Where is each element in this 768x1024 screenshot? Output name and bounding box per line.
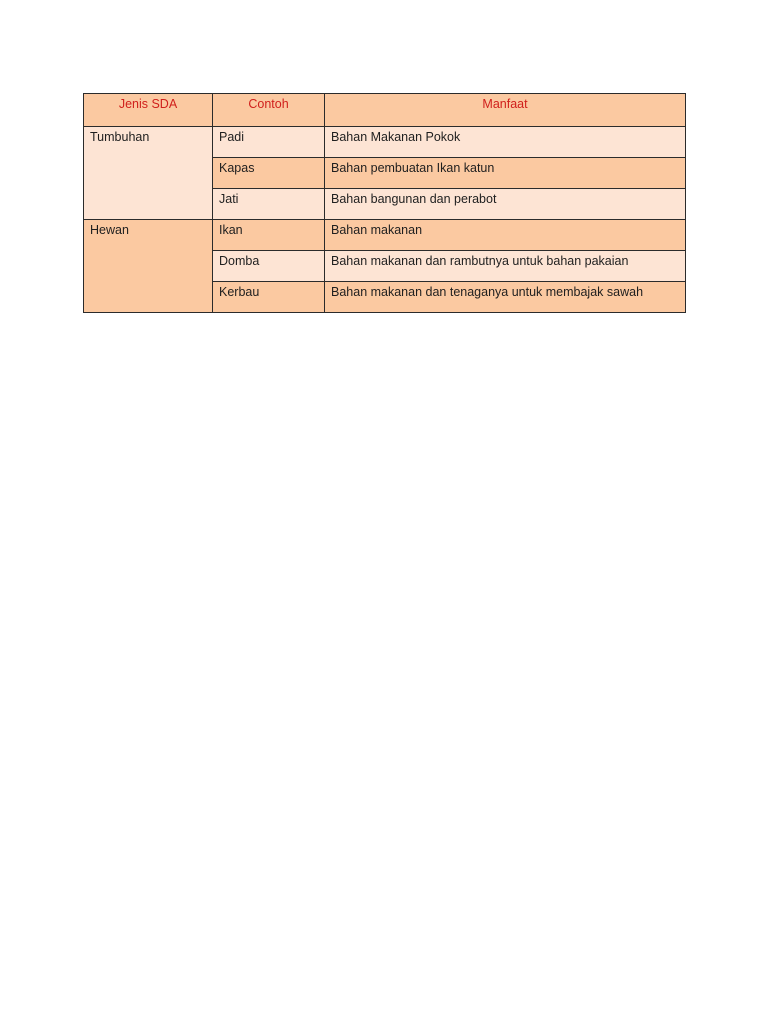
- benefit-cell: Bahan makanan dan rambutnya untuk bahan pakaian: [325, 251, 686, 282]
- benefit-cell: Bahan makanan dan tenaganya untuk membajak sawah: [325, 282, 686, 313]
- header-contoh: Contoh: [213, 94, 325, 127]
- benefit-cell: Bahan makanan: [325, 220, 686, 251]
- table-row: [84, 220, 686, 251]
- sda-table: [83, 93, 686, 313]
- example-cell: Domba: [213, 251, 325, 282]
- table-row: [84, 127, 686, 158]
- header-jenis-sda: Jenis SDA: [84, 94, 213, 127]
- benefit-cell: Bahan Makanan Pokok: [325, 127, 686, 158]
- benefit-cell: Bahan bangunan dan perabot: [325, 189, 686, 220]
- example-cell: Padi: [213, 127, 325, 158]
- example-cell: Ikan: [213, 220, 325, 251]
- benefit-cell: Bahan pembuatan Ikan katun: [325, 158, 686, 189]
- example-cell: Jati: [213, 189, 325, 220]
- category-cell-tumbuhan: Tumbuhan: [84, 127, 213, 220]
- header-manfaat: Manfaat: [325, 94, 686, 127]
- example-cell: Kerbau: [213, 282, 325, 313]
- table-header-row: [84, 94, 686, 127]
- category-cell-hewan: Hewan: [84, 220, 213, 313]
- example-cell: Kapas: [213, 158, 325, 189]
